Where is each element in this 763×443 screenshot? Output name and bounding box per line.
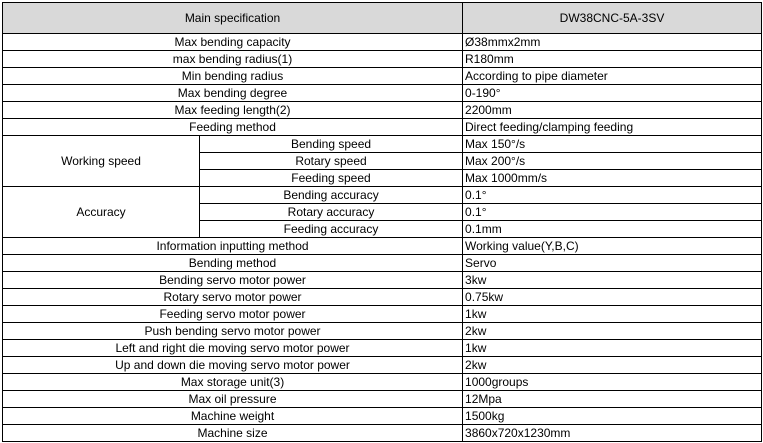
row-label: Feeding accuracy <box>200 221 463 238</box>
group-label-working-speed: Working speed <box>3 136 200 187</box>
row-value: 2200mm <box>463 102 762 119</box>
table-row <box>3 272 762 289</box>
row-value: According to pipe diameter <box>463 68 762 85</box>
row-value: Max 200°/s <box>463 153 762 170</box>
table-row <box>3 119 762 136</box>
table-row <box>3 187 762 204</box>
table-row <box>3 357 762 374</box>
row-label: Rotary accuracy <box>200 204 463 221</box>
row-value: Servo <box>463 255 762 272</box>
row-label: Max oil pressure <box>3 391 463 408</box>
row-value: 3kw <box>463 272 762 289</box>
table-row <box>3 255 762 272</box>
table-row <box>3 238 762 255</box>
row-label: Max storage unit(3) <box>3 374 463 391</box>
row-label: Max bending degree <box>3 85 463 102</box>
table-row <box>3 85 762 102</box>
header-model: DW38CNC-5A-3SV <box>463 3 762 34</box>
row-label: Max feeding length(2) <box>3 102 463 119</box>
row-label: Push bending servo motor power <box>3 323 463 340</box>
row-label: Bending speed <box>200 136 463 153</box>
row-value: 0.75kw <box>463 289 762 306</box>
row-label: Bending accuracy <box>200 187 463 204</box>
row-label: Bending method <box>3 255 463 272</box>
table-row <box>3 425 762 442</box>
table-row <box>3 68 762 85</box>
table-header-row <box>3 3 762 34</box>
row-value: 1500kg <box>463 408 762 425</box>
row-value: 12Mpa <box>463 391 762 408</box>
row-label: Information inputting method <box>3 238 463 255</box>
row-label: Feeding speed <box>200 170 463 187</box>
row-label: Rotary speed <box>200 153 463 170</box>
row-value: 0.1° <box>463 204 762 221</box>
row-label: Up and down die moving servo motor power <box>3 357 463 374</box>
row-value: 0.1° <box>463 187 762 204</box>
row-value: Max 1000mm/s <box>463 170 762 187</box>
row-value: Max 150°/s <box>463 136 762 153</box>
table-row <box>3 374 762 391</box>
table-row <box>3 408 762 425</box>
row-label: Machine weight <box>3 408 463 425</box>
row-value: 1000groups <box>463 374 762 391</box>
group-label-accuracy: Accuracy <box>3 187 200 238</box>
table-row <box>3 323 762 340</box>
spec-table <box>2 2 762 442</box>
row-value: 3860x720x1230mm <box>463 425 762 442</box>
row-label: Feeding servo motor power <box>3 306 463 323</box>
header-main-specification: Main specification <box>3 3 463 34</box>
table-row <box>3 289 762 306</box>
table-row <box>3 306 762 323</box>
table-row <box>3 391 762 408</box>
row-label: max bending radius(1) <box>3 51 463 68</box>
table-row <box>3 34 762 51</box>
row-value: 1kw <box>463 306 762 323</box>
table-row <box>3 102 762 119</box>
row-value: 2kw <box>463 357 762 374</box>
row-value: 0.1mm <box>463 221 762 238</box>
row-value: Working value(Y,B,C) <box>463 238 762 255</box>
row-label: Bending servo motor power <box>3 272 463 289</box>
row-value: Ø38mmx2mm <box>463 34 762 51</box>
row-value: 1kw <box>463 340 762 357</box>
row-label: Rotary servo motor power <box>3 289 463 306</box>
row-value: R180mm <box>463 51 762 68</box>
row-label: Left and right die moving servo motor power <box>3 340 463 357</box>
row-label: Machine size <box>3 425 463 442</box>
table-row <box>3 340 762 357</box>
table-row <box>3 51 762 68</box>
row-value: 2kw <box>463 323 762 340</box>
row-label: Feeding method <box>3 119 463 136</box>
row-label: Max bending capacity <box>3 34 463 51</box>
row-value: 0-190° <box>463 85 762 102</box>
row-value: Direct feeding/clamping feeding <box>463 119 762 136</box>
table-row <box>3 136 762 153</box>
row-label: Min bending radius <box>3 68 463 85</box>
